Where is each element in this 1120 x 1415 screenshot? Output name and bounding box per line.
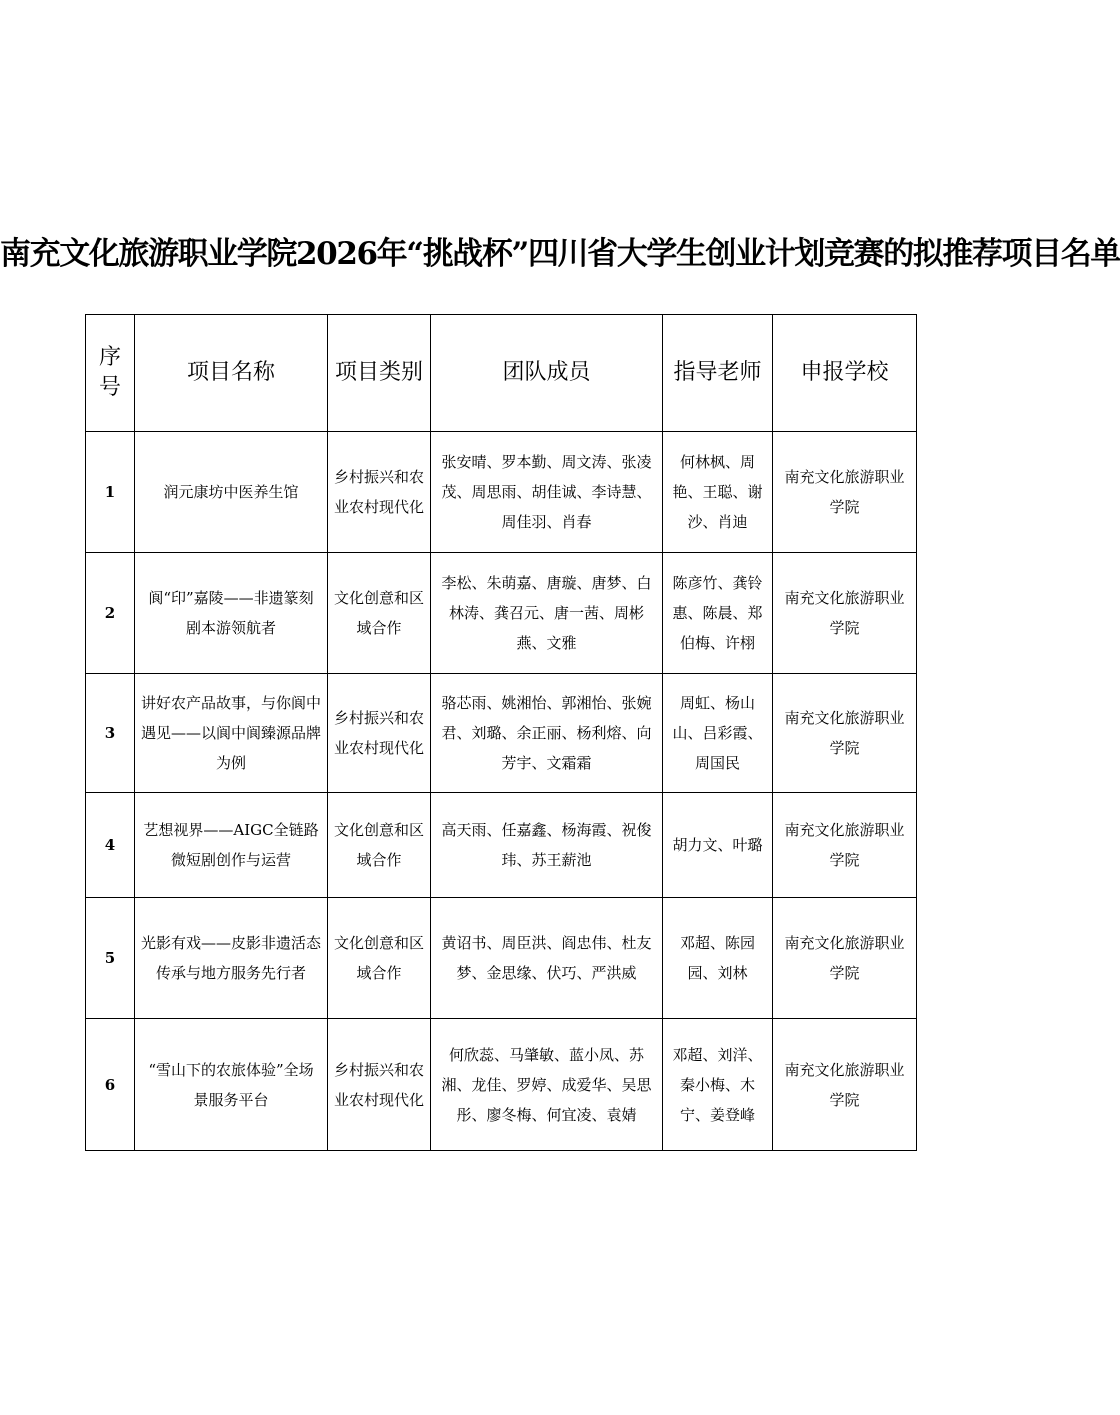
cell-school: 南充文化旅游职业学院 <box>773 898 917 1019</box>
table-row <box>86 432 917 553</box>
project-table <box>85 314 917 1151</box>
cell-category: 乡村振兴和农业农村现代化 <box>328 1019 431 1151</box>
header-project-category: 项目类别 <box>328 315 431 432</box>
cell-advisors: 陈彦竹、龚铃惠、陈晨、郑伯梅、许栩 <box>663 553 773 674</box>
table-header-row <box>86 315 917 432</box>
cell-category: 文化创意和区域合作 <box>328 898 431 1019</box>
cell-project-name: 润元康坊中医养生馆 <box>135 432 328 553</box>
cell-advisors: 邓超、陈园园、刘林 <box>663 898 773 1019</box>
cell-school: 南充文化旅游职业学院 <box>773 674 917 793</box>
cell-project-name: 讲好农产品故事，与你阆中遇见——以阆中阆臻源品牌为例 <box>135 674 328 793</box>
cell-number: 3 <box>86 674 135 793</box>
cell-members: 黄诏书、周臣洪、阎忠伟、杜友梦、金思缘、伏巧、严洪威 <box>431 898 663 1019</box>
cell-advisors: 邓超、刘洋、秦小梅、木宁、姜登峰 <box>663 1019 773 1151</box>
header-school: 申报学校 <box>773 315 917 432</box>
cell-category: 文化创意和区域合作 <box>328 553 431 674</box>
table-row <box>86 674 917 793</box>
cell-project-name: 阆“印”嘉陵——非遗篆刻剧本游领航者 <box>135 553 328 674</box>
cell-category: 乡村振兴和农业农村现代化 <box>328 432 431 553</box>
cell-number: 4 <box>86 793 135 898</box>
cell-advisors: 胡力文、叶璐 <box>663 793 773 898</box>
table-row <box>86 1019 917 1151</box>
cell-school: 南充文化旅游职业学院 <box>773 432 917 553</box>
table-row <box>86 793 917 898</box>
cell-category: 乡村振兴和农业农村现代化 <box>328 674 431 793</box>
header-team-members: 团队成员 <box>431 315 663 432</box>
cell-members: 何欣蕊、马肇敏、蓝小凤、苏湘、龙佳、罗婷、成爱华、吴思彤、廖冬梅、何宜凌、袁婧 <box>431 1019 663 1151</box>
cell-number: 1 <box>86 432 135 553</box>
cell-school: 南充文化旅游职业学院 <box>773 1019 917 1151</box>
cell-advisors: 何林枫、周艳、王聪、谢沙、肖迪 <box>663 432 773 553</box>
cell-number: 2 <box>86 553 135 674</box>
page-title: 南充文化旅游职业学院2026年“挑战杯”四川省大学生创业计划竞赛的拟推荐项目名单 <box>0 236 1120 272</box>
table-row <box>86 898 917 1019</box>
cell-members: 高天雨、任嘉鑫、杨海霞、祝俊玮、苏王薪池 <box>431 793 663 898</box>
header-advisors: 指导老师 <box>663 315 773 432</box>
table-row <box>86 553 917 674</box>
cell-advisors: 周虹、杨山山、吕彩霞、周国民 <box>663 674 773 793</box>
cell-number: 5 <box>86 898 135 1019</box>
cell-school: 南充文化旅游职业学院 <box>773 553 917 674</box>
cell-members: 张安晴、罗本勤、周文涛、张凌茂、周思雨、胡佳诚、李诗慧、周佳羽、肖春 <box>431 432 663 553</box>
cell-project-name: 艺想视界——AIGC全链路微短剧创作与运营 <box>135 793 328 898</box>
cell-number: 6 <box>86 1019 135 1151</box>
cell-category: 文化创意和区域合作 <box>328 793 431 898</box>
header-project-name: 项目名称 <box>135 315 328 432</box>
cell-members: 李松、朱萌嘉、唐璇、唐梦、白林涛、龚召元、唐一茜、周彬燕、文雅 <box>431 553 663 674</box>
cell-school: 南充文化旅游职业学院 <box>773 793 917 898</box>
cell-project-name: “雪山下的农旅体验”全场景服务平台 <box>135 1019 328 1151</box>
cell-project-name: 光影有戏——皮影非遗活态传承与地方服务先行者 <box>135 898 328 1019</box>
cell-members: 骆芯雨、姚湘怡、郭湘怡、张婉君、刘璐、余正丽、杨利熔、向芳宇、文霜霜 <box>431 674 663 793</box>
header-number: 序号 <box>86 315 135 432</box>
